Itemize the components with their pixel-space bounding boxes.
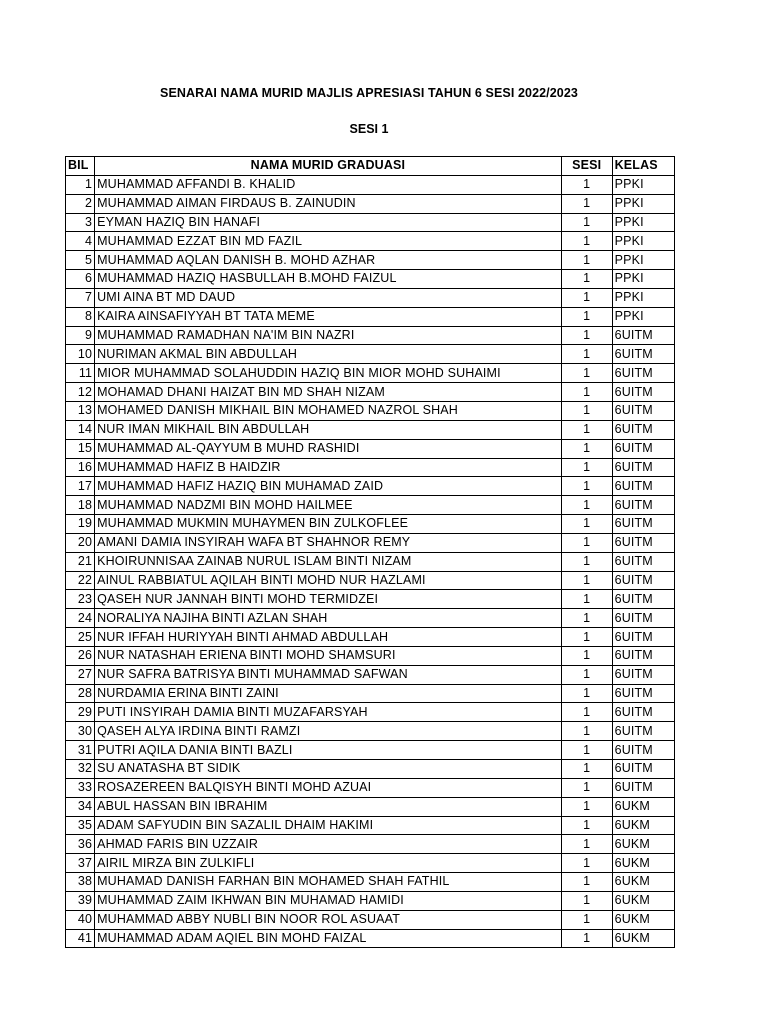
row-kelas: 6UITM — [612, 628, 674, 647]
row-kelas: 6UITM — [612, 778, 674, 797]
row-number: 14 — [66, 420, 95, 439]
row-number: 23 — [66, 590, 95, 609]
row-kelas: 6UKM — [612, 873, 674, 892]
row-sesi: 1 — [561, 929, 612, 948]
student-name: NUR NATASHAH ERIENA BINTI MOHD SHAMSURI — [95, 646, 562, 665]
row-kelas: PPKI — [612, 288, 674, 307]
student-name: MUHAMMAD MUKMIN MUHAYMEN BIN ZULKOFLEE — [95, 515, 562, 534]
row-number: 18 — [66, 496, 95, 515]
row-kelas: 6UKM — [612, 835, 674, 854]
row-number: 9 — [66, 326, 95, 345]
student-name: MOHAMED DANISH MIKHAIL BIN MOHAMED NAZROL SHAH — [95, 401, 562, 420]
row-sesi: 1 — [561, 477, 612, 496]
row-number: 24 — [66, 609, 95, 628]
row-number: 36 — [66, 835, 95, 854]
column-header-sesi: SESI — [561, 157, 612, 176]
table-row — [66, 854, 675, 873]
row-number: 3 — [66, 213, 95, 232]
row-sesi: 1 — [561, 175, 612, 194]
row-sesi: 1 — [561, 401, 612, 420]
student-name: PUTRI AQILA DANIA BINTI BAZLI — [95, 741, 562, 760]
row-number: 6 — [66, 270, 95, 289]
row-sesi: 1 — [561, 552, 612, 571]
document-title: SENARAI NAMA MURID MAJLIS APRESIASI TAHUN 6 SESI 2022/2023 — [160, 86, 578, 100]
row-kelas: 6UITM — [612, 515, 674, 534]
student-name: AIRIL MIRZA BIN ZULKIFLI — [95, 854, 562, 873]
table-row — [66, 703, 675, 722]
row-sesi: 1 — [561, 684, 612, 703]
student-name: MUHAMMAD EZZAT BIN MD FAZIL — [95, 232, 562, 251]
row-sesi: 1 — [561, 458, 612, 477]
table-row — [66, 929, 675, 948]
table-row — [66, 891, 675, 910]
row-sesi: 1 — [561, 571, 612, 590]
row-number: 40 — [66, 910, 95, 929]
student-name: NURDAMIA ERINA BINTI ZAINI — [95, 684, 562, 703]
row-number: 38 — [66, 873, 95, 892]
table-row — [66, 552, 675, 571]
row-kelas: 6UITM — [612, 760, 674, 779]
student-name: KAIRA AINSAFIYYAH BT TATA MEME — [95, 307, 562, 326]
row-sesi: 1 — [561, 910, 612, 929]
table-row — [66, 383, 675, 402]
table-body — [66, 175, 675, 948]
student-name: MUHAMMAD NADZMI BIN MOHD HAILMEE — [95, 496, 562, 515]
row-number: 22 — [66, 571, 95, 590]
row-kelas: 6UITM — [612, 345, 674, 364]
row-number: 2 — [66, 194, 95, 213]
student-name: MUHAMMAD HAFIZ HAZIQ BIN MUHAMAD ZAID — [95, 477, 562, 496]
row-sesi: 1 — [561, 194, 612, 213]
student-name: NORALIYA NAJIHA BINTI AZLAN SHAH — [95, 609, 562, 628]
student-name: PUTI INSYIRAH DAMIA BINTI MUZAFARSYAH — [95, 703, 562, 722]
row-sesi: 1 — [561, 609, 612, 628]
row-number: 31 — [66, 741, 95, 760]
table-row — [66, 646, 675, 665]
table-row — [66, 175, 675, 194]
table-row — [66, 345, 675, 364]
table-row — [66, 326, 675, 345]
student-name: MUHAMMAD HAFIZ B HAIDZIR — [95, 458, 562, 477]
row-number: 35 — [66, 816, 95, 835]
table-row — [66, 571, 675, 590]
row-number: 29 — [66, 703, 95, 722]
student-roster-table — [65, 156, 675, 948]
row-sesi: 1 — [561, 665, 612, 684]
row-kelas: 6UITM — [612, 684, 674, 703]
row-number: 27 — [66, 665, 95, 684]
row-kelas: 6UITM — [612, 590, 674, 609]
row-number: 34 — [66, 797, 95, 816]
row-kelas: 6UITM — [612, 401, 674, 420]
row-kelas: PPKI — [612, 270, 674, 289]
row-number: 10 — [66, 345, 95, 364]
table-row — [66, 665, 675, 684]
column-header-kelas: KELAS — [612, 157, 674, 176]
row-kelas: 6UITM — [612, 533, 674, 552]
row-sesi: 1 — [561, 496, 612, 515]
row-sesi: 1 — [561, 646, 612, 665]
table-row — [66, 496, 675, 515]
table-row — [66, 741, 675, 760]
row-kelas: PPKI — [612, 194, 674, 213]
table-row — [66, 816, 675, 835]
table-row — [66, 797, 675, 816]
row-number: 5 — [66, 251, 95, 270]
row-sesi: 1 — [561, 628, 612, 647]
row-number: 30 — [66, 722, 95, 741]
row-number: 12 — [66, 383, 95, 402]
row-number: 4 — [66, 232, 95, 251]
student-name: MUHAMMAD HAZIQ HASBULLAH B.MOHD FAIZUL — [95, 270, 562, 289]
row-number: 17 — [66, 477, 95, 496]
table-row — [66, 515, 675, 534]
table-row — [66, 835, 675, 854]
student-name: NUR SAFRA BATRISYA BINTI MUHAMMAD SAFWAN — [95, 665, 562, 684]
student-name: QASEH ALYA IRDINA BINTI RAMZI — [95, 722, 562, 741]
table-row — [66, 213, 675, 232]
row-number: 19 — [66, 515, 95, 534]
row-kelas: 6UKM — [612, 910, 674, 929]
row-sesi: 1 — [561, 703, 612, 722]
row-number: 8 — [66, 307, 95, 326]
row-kelas: 6UKM — [612, 929, 674, 948]
row-kelas: 6UITM — [612, 477, 674, 496]
row-number: 28 — [66, 684, 95, 703]
row-number: 25 — [66, 628, 95, 647]
row-sesi: 1 — [561, 364, 612, 383]
row-sesi: 1 — [561, 251, 612, 270]
table-row — [66, 590, 675, 609]
table-row — [66, 270, 675, 289]
row-number: 1 — [66, 175, 95, 194]
table-row — [66, 533, 675, 552]
row-sesi: 1 — [561, 590, 612, 609]
student-name: SU ANATASHA BT SIDIK — [95, 760, 562, 779]
table-row — [66, 873, 675, 892]
row-sesi: 1 — [561, 854, 612, 873]
row-kelas: PPKI — [612, 213, 674, 232]
row-sesi: 1 — [561, 270, 612, 289]
student-name: KHOIRUNNISAA ZAINAB NURUL ISLAM BINTI NIZAM — [95, 552, 562, 571]
student-name: QASEH NUR JANNAH BINTI MOHD TERMIDZEI — [95, 590, 562, 609]
row-sesi: 1 — [561, 345, 612, 364]
row-number: 26 — [66, 646, 95, 665]
table-row — [66, 232, 675, 251]
row-kelas: 6UITM — [612, 420, 674, 439]
student-name: MOHAMAD DHANI HAIZAT BIN MD SHAH NIZAM — [95, 383, 562, 402]
table-row — [66, 684, 675, 703]
table-row — [66, 910, 675, 929]
table-row — [66, 609, 675, 628]
row-sesi: 1 — [561, 533, 612, 552]
row-sesi: 1 — [561, 213, 612, 232]
row-sesi: 1 — [561, 383, 612, 402]
row-number: 20 — [66, 533, 95, 552]
table-header-row — [66, 157, 675, 176]
table-row — [66, 401, 675, 420]
student-name: MUHAMMAD AFFANDI B. KHALID — [95, 175, 562, 194]
row-sesi: 1 — [561, 420, 612, 439]
row-number: 11 — [66, 364, 95, 383]
row-kelas: 6UKM — [612, 816, 674, 835]
student-name: NUR IFFAH HURIYYAH BINTI AHMAD ABDULLAH — [95, 628, 562, 647]
row-sesi: 1 — [561, 722, 612, 741]
row-sesi: 1 — [561, 835, 612, 854]
table-row — [66, 760, 675, 779]
row-kelas: 6UKM — [612, 854, 674, 873]
row-kelas: 6UITM — [612, 364, 674, 383]
row-number: 21 — [66, 552, 95, 571]
row-sesi: 1 — [561, 891, 612, 910]
row-sesi: 1 — [561, 515, 612, 534]
row-kelas: 6UITM — [612, 439, 674, 458]
row-kelas: 6UITM — [612, 741, 674, 760]
table-row — [66, 420, 675, 439]
row-kelas: PPKI — [612, 251, 674, 270]
table-row — [66, 439, 675, 458]
student-name: MUHAMMAD RAMADHAN NA'IM BIN NAZRI — [95, 326, 562, 345]
table-row — [66, 458, 675, 477]
column-header-name: NAMA MURID GRADUASI — [95, 157, 562, 176]
student-name: AHMAD FARIS BIN UZZAIR — [95, 835, 562, 854]
row-sesi: 1 — [561, 816, 612, 835]
table-row — [66, 778, 675, 797]
table-row — [66, 477, 675, 496]
row-sesi: 1 — [561, 232, 612, 251]
row-sesi: 1 — [561, 778, 612, 797]
row-number: 39 — [66, 891, 95, 910]
student-name: MUHAMMAD AQLAN DANISH B. MOHD AZHAR — [95, 251, 562, 270]
row-kelas: 6UITM — [612, 665, 674, 684]
row-sesi: 1 — [561, 307, 612, 326]
student-name: ROSAZEREEN BALQISYH BINTI MOHD AZUAI — [95, 778, 562, 797]
row-kelas: PPKI — [612, 232, 674, 251]
student-name: AMANI DAMIA INSYIRAH WAFA BT SHAHNOR REMY — [95, 533, 562, 552]
student-name: MUHAMAD DANISH FARHAN BIN MOHAMED SHAH FATHIL — [95, 873, 562, 892]
row-kelas: 6UITM — [612, 703, 674, 722]
student-name: UMI AINA BT MD DAUD — [95, 288, 562, 307]
row-sesi: 1 — [561, 873, 612, 892]
row-sesi: 1 — [561, 439, 612, 458]
column-header-bil: BIL — [66, 157, 95, 176]
row-number: 16 — [66, 458, 95, 477]
row-number: 13 — [66, 401, 95, 420]
student-name: AINUL RABBIATUL AQILAH BINTI MOHD NUR HAZLAMI — [95, 571, 562, 590]
row-sesi: 1 — [561, 797, 612, 816]
row-sesi: 1 — [561, 326, 612, 345]
student-name: NUR IMAN MIKHAIL BIN ABDULLAH — [95, 420, 562, 439]
row-kelas: 6UITM — [612, 326, 674, 345]
table-row — [66, 251, 675, 270]
table-row — [66, 628, 675, 647]
row-sesi: 1 — [561, 288, 612, 307]
row-number: 41 — [66, 929, 95, 948]
student-name: MUHAMMAD ADAM AQIEL BIN MOHD FAIZAL — [95, 929, 562, 948]
table-row — [66, 194, 675, 213]
table-row — [66, 364, 675, 383]
table-row — [66, 722, 675, 741]
row-kelas: PPKI — [612, 175, 674, 194]
student-name: NURIMAN AKMAL BIN ABDULLAH — [95, 345, 562, 364]
student-name: MUHAMMAD ABBY NUBLI BIN NOOR ROL ASUAAT — [95, 910, 562, 929]
row-number: 33 — [66, 778, 95, 797]
row-number: 37 — [66, 854, 95, 873]
row-sesi: 1 — [561, 760, 612, 779]
student-name: ABUL HASSAN BIN IBRAHIM — [95, 797, 562, 816]
row-number: 32 — [66, 760, 95, 779]
row-kelas: 6UITM — [612, 458, 674, 477]
row-kelas: 6UITM — [612, 609, 674, 628]
student-name: MUHAMMAD ZAIM IKHWAN BIN MUHAMAD HAMIDI — [95, 891, 562, 910]
row-number: 15 — [66, 439, 95, 458]
student-name: MUHAMMAD AIMAN FIRDAUS B. ZAINUDIN — [95, 194, 562, 213]
student-name: ADAM SAFYUDIN BIN SAZALIL DHAIM HAKIMI — [95, 816, 562, 835]
session-heading: SESI 1 — [349, 122, 389, 136]
table-row — [66, 288, 675, 307]
row-kelas: 6UITM — [612, 552, 674, 571]
row-kelas: 6UITM — [612, 496, 674, 515]
row-kelas: PPKI — [612, 307, 674, 326]
row-kelas: 6UITM — [612, 383, 674, 402]
row-kelas: 6UITM — [612, 571, 674, 590]
row-kelas: 6UITM — [612, 646, 674, 665]
table-row — [66, 307, 675, 326]
row-number: 7 — [66, 288, 95, 307]
student-name: MIOR MUHAMMAD SOLAHUDDIN HAZIQ BIN MIOR MOHD SUHAIMI — [95, 364, 562, 383]
student-name: MUHAMMAD AL-QAYYUM B MUHD RASHIDI — [95, 439, 562, 458]
row-kelas: 6UITM — [612, 722, 674, 741]
row-kelas: 6UKM — [612, 891, 674, 910]
row-kelas: 6UKM — [612, 797, 674, 816]
row-sesi: 1 — [561, 741, 612, 760]
student-name: EYMAN HAZIQ BIN HANAFI — [95, 213, 562, 232]
